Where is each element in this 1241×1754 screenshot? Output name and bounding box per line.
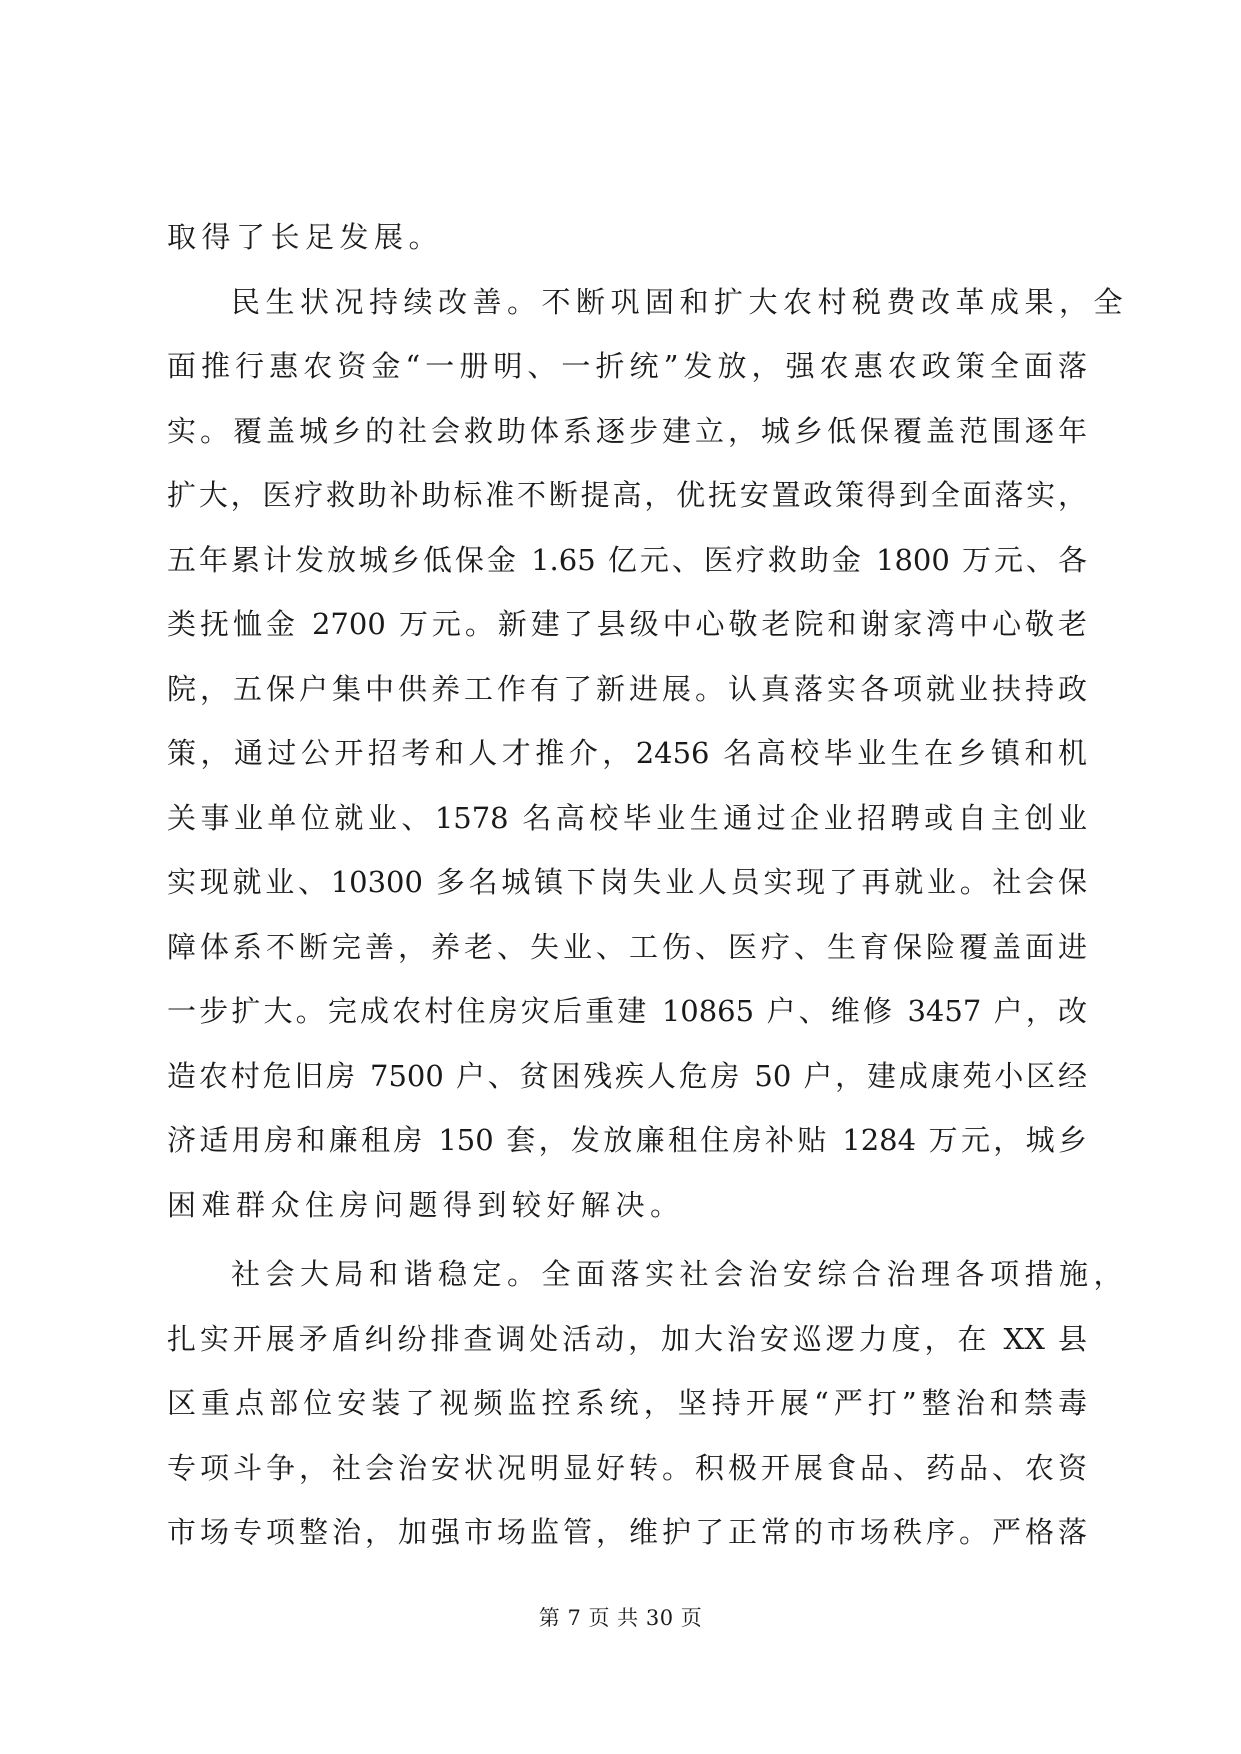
paragraph-livelihood-line-3: 实。覆盖城乡的社会救助体系逐步建立，城乡低保覆盖范围逐年 xyxy=(167,413,1087,448)
paragraph-stability-line-4: 专项斗争，社会治安状况明显好转。积极开展食品、药品、农资 xyxy=(167,1450,1087,1485)
paragraph-livelihood-line-9: 关事业单位就业、1578 名高校毕业生通过企业招聘或自主创业 xyxy=(167,800,1087,835)
paragraph-stability-line-1: 社会大局和谐稳定。全面落实社会治安综合治理各项措施， xyxy=(231,1257,1129,1291)
paragraph-livelihood-line-6: 类抚恤金 2700 万元。新建了县级中心敬老院和谢家湾中心敬老 xyxy=(167,607,1087,641)
document-body xyxy=(167,205,1129,1565)
paragraph-livelihood-line-7: 院，五保户集中供养工作有了新进展。认真落实各项就业扶持政 xyxy=(167,671,1087,706)
paragraph-livelihood-line-10: 实现就业、10300 多名城镇下岗失业人员实现了再就业。社会保 xyxy=(167,865,1087,899)
paragraph-livelihood-line-14: 济适用房和廉租房 150 套，发放廉租住房补贴 1284 万元，城乡 xyxy=(167,1123,1087,1157)
paragraph-stability-line-3: 区重点部位安装了视频监控系统，坚持开展“严打”整治和禁毒 xyxy=(167,1386,1087,1420)
paragraph-livelihood-line-11: 障体系不断完善，养老、失业、工伤、医疗、生育保险覆盖面进 xyxy=(167,929,1087,964)
paragraph-livelihood-line-12: 一步扩大。完成农村住房灾后重建 10865 户、维修 3457 户，改 xyxy=(167,994,1087,1028)
paragraph-livelihood-line-2: 面推行惠农资金“一册明、一折统”发放，强农惠农政策全面落 xyxy=(167,349,1087,383)
paragraph-stability-line-2: 扎实开展矛盾纠纷排查调处活动，加大治安巡逻力度，在 XX 县 xyxy=(167,1321,1087,1356)
paragraph-stability-line-5: 市场专项整治，加强市场监管，维护了正常的市场秩序。严格落 xyxy=(167,1515,1087,1549)
paragraph-livelihood-line-4: 扩大，医疗救助补助标准不断提高，优抚安置政策得到全面落实， xyxy=(167,478,1087,512)
page-number-footer: 第 7 页 共 30 页 xyxy=(538,1606,703,1630)
text-line-1: 取得了长足发展。 xyxy=(167,220,444,254)
paragraph-livelihood-line-8: 策，通过公开招考和人才推介，2456 名高校毕业生在乡镇和机 xyxy=(167,736,1087,770)
paragraph-livelihood-line-5: 五年累计发放城乡低保金 1.65 亿元、医疗救助金 1800 万元、各 xyxy=(167,542,1087,577)
paragraph-livelihood-line-15: 困难群众住房问题得到较好解决。 xyxy=(167,1187,685,1222)
paragraph-livelihood-line-1: 民生状况持续改善。不断巩固和扩大农村税费改革成果，全 xyxy=(231,284,1129,319)
paragraph-livelihood-line-13: 造农村危旧房 7500 户、贫困残疾人危房 50 户，建成康苑小区经 xyxy=(167,1058,1087,1093)
